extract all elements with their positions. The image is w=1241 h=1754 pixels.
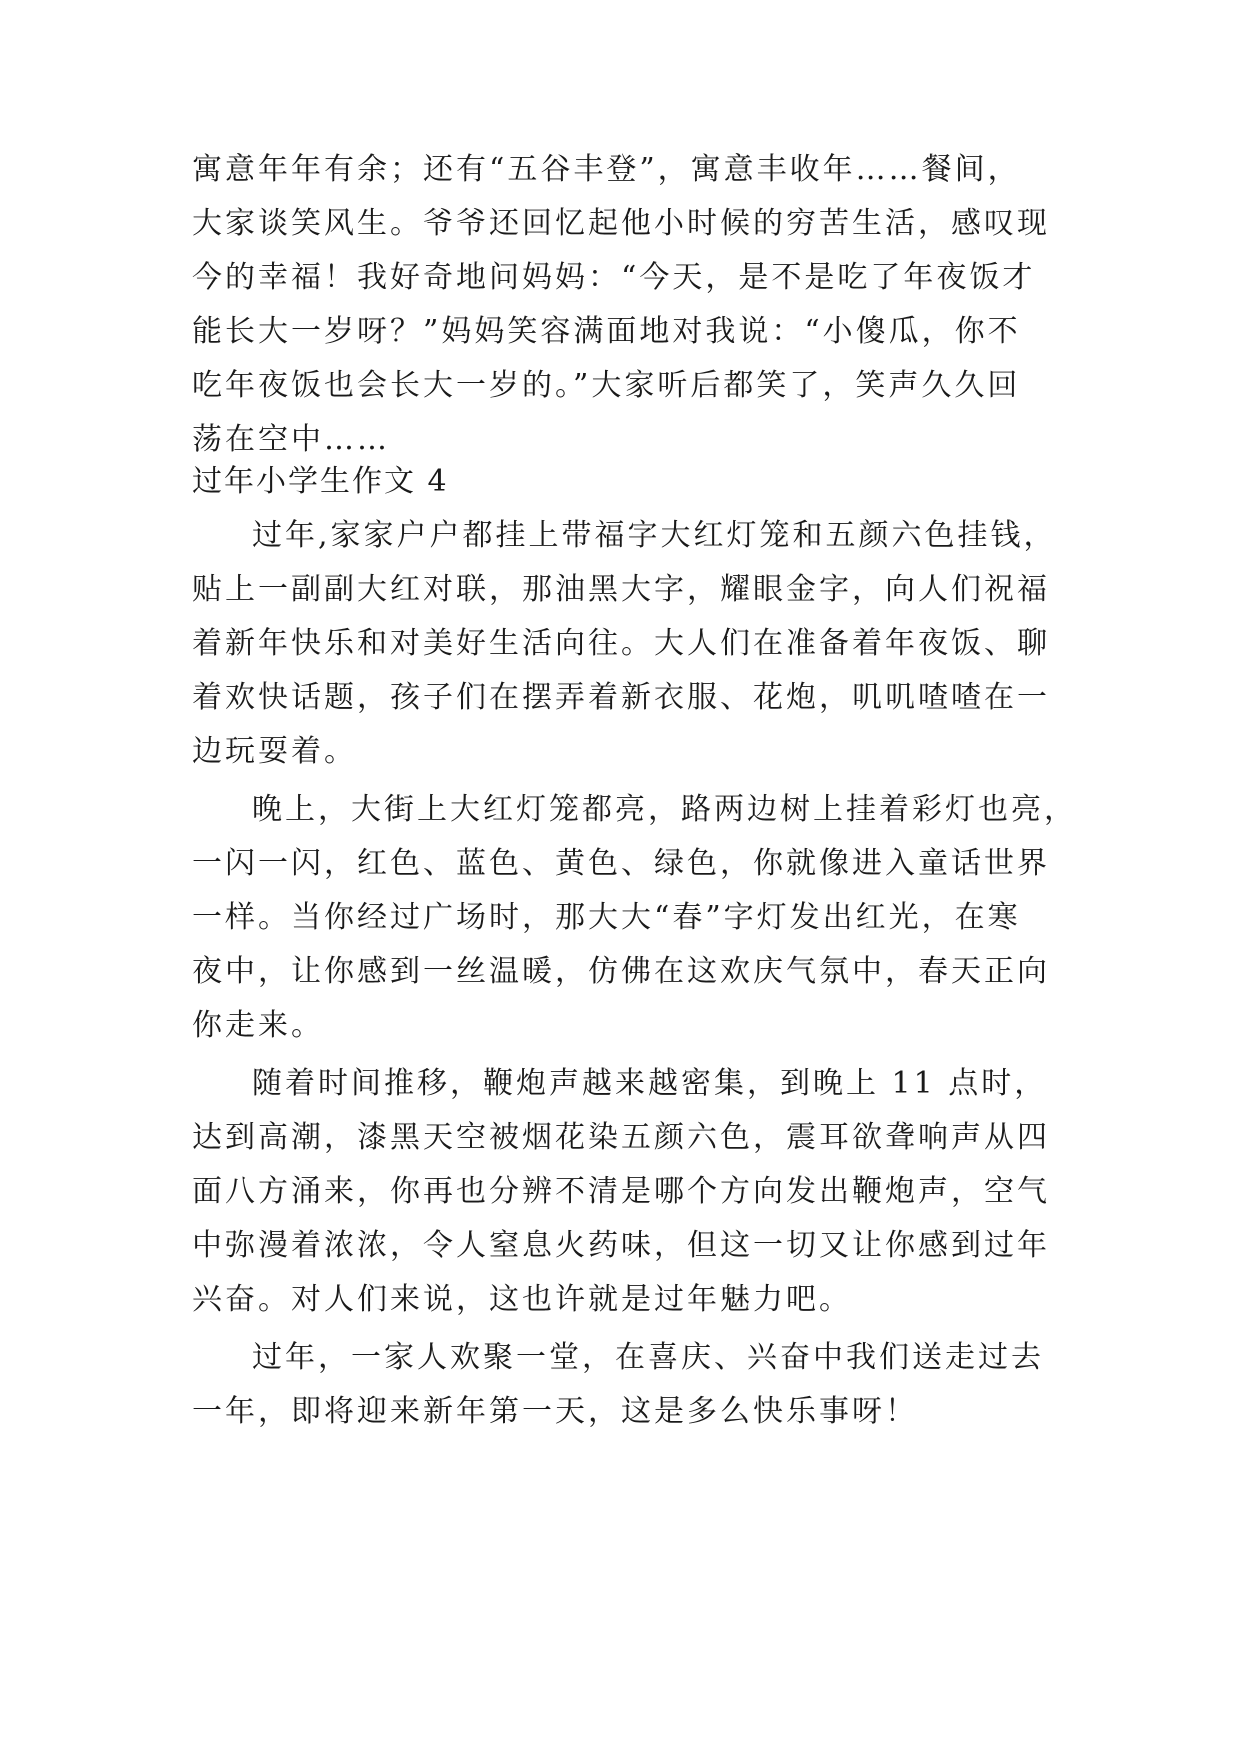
text-line: 贴上一副副大红对联，那油黑大字，耀眼金字，向人们祝福 <box>192 572 1050 607</box>
text-line: 夜中，让你感到一丝温暖，仿佛在这欢庆气氛中，春天正向 <box>192 954 1050 989</box>
text-line: 一样。当你经过广场时，那大大“春”字灯发出红光，在寒 <box>192 900 1021 935</box>
text-line: 今的幸福！我好奇地问妈妈：“今天，是不是吃了年夜饭才 <box>192 260 1036 295</box>
paragraph-first-line: 过年，一家人欢聚一堂，在喜庆、兴奋中我们送走过去 <box>252 1340 1044 1375</box>
paragraph-first-line: 随着时间推移，鞭炮声越来越密集，到晚上 11 点时， <box>252 1066 1048 1101</box>
text-line: 一闪一闪，红色、蓝色、黄色、绿色，你就像进入童话世界 <box>192 846 1050 881</box>
text-line: 边玩耍着。 <box>192 734 357 769</box>
text-line: 荡在空中…… <box>192 422 390 457</box>
text-line: 达到高潮，漆黑天空被烟花染五颜六色，震耳欲聋响声从四 <box>192 1120 1050 1155</box>
text-line: 面八方涌来，你再也分辨不清是哪个方向发出鞭炮声，空气 <box>192 1174 1050 1209</box>
text-line: 兴奋。对人们来说，这也许就是过年魅力吧。 <box>192 1282 852 1317</box>
text-line: 一年，即将迎来新年第一天，这是多么快乐事呀！ <box>192 1394 918 1429</box>
text-line: 大家谈笑风生。爷爷还回忆起他小时候的穷苦生活，感叹现 <box>192 206 1050 241</box>
paragraph-first-line: 过年,家家户户都挂上带福字大红灯笼和五颜六色挂钱， <box>252 518 1057 553</box>
text-line: 能长大一岁呀？”妈妈笑容满面地对我说：“小傻瓜，你不 <box>192 314 1021 349</box>
section-title: 过年小学生作文 4 <box>192 464 449 499</box>
text-line: 着欢快话题，孩子们在摆弄着新衣服、花炮，叽叽喳喳在一 <box>192 680 1050 715</box>
text-line: 寓意年年有余；还有“五谷丰登”，寓意丰收年……餐间， <box>192 152 1021 187</box>
text-line: 吃年夜饭也会长大一岁的。”大家听后都笑了，笑声久久回 <box>192 368 1021 403</box>
text-line: 你走来。 <box>192 1008 324 1043</box>
text-line: 着新年快乐和对美好生活向往。大人们在准备着年夜饭、聊 <box>192 626 1050 661</box>
text-line: 中弥漫着浓浓，令人窒息火药味，但这一切又让你感到过年 <box>192 1228 1050 1263</box>
paragraph-first-line: 晚上，大街上大红灯笼都亮，路两边树上挂着彩灯也亮， <box>252 792 1077 827</box>
